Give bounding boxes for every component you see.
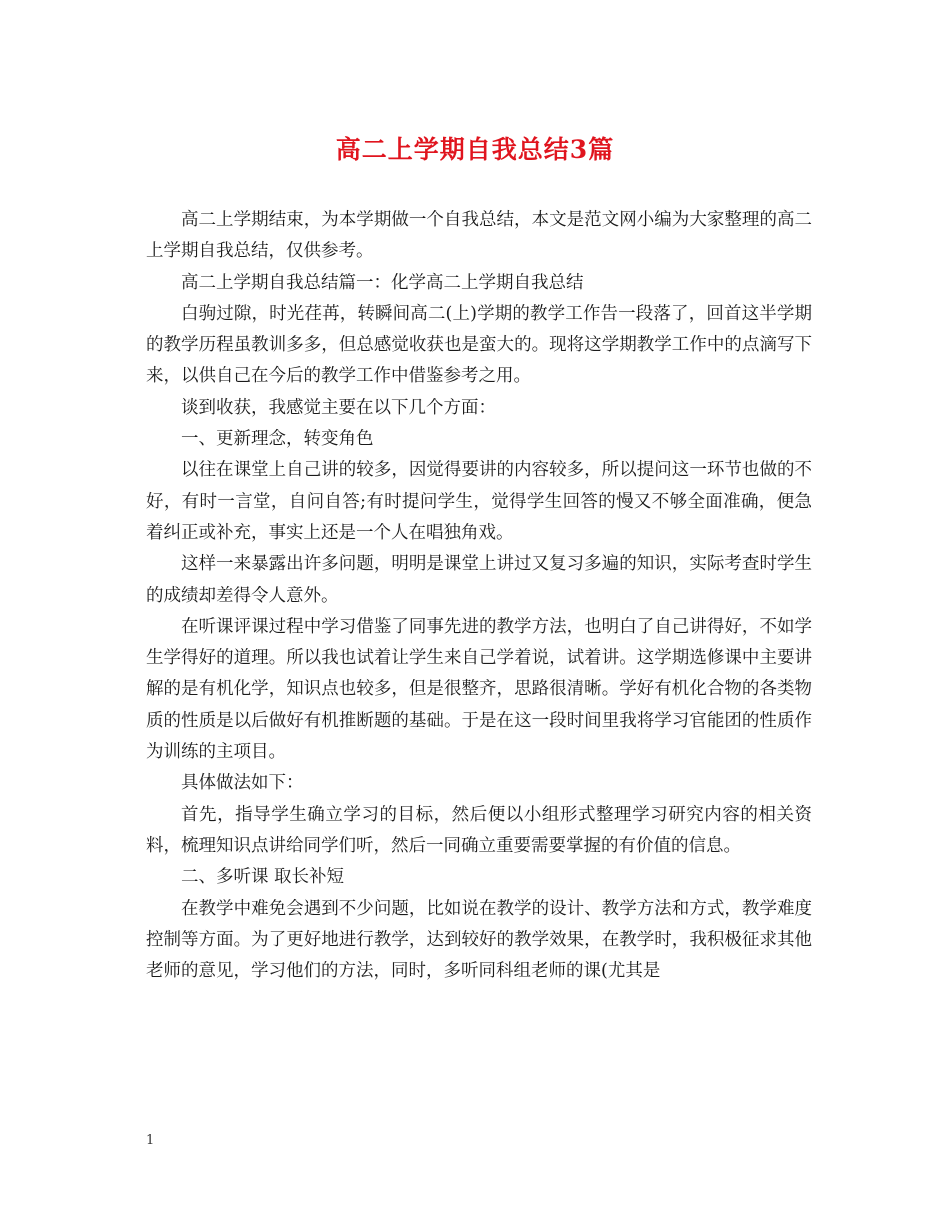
document-title: 高二上学期自我总结3篇 xyxy=(335,135,615,164)
document-body xyxy=(146,205,812,987)
paragraph-method-lead: 具体做法如下： xyxy=(181,773,304,794)
paragraph-heading-one: 一、更新理念，转变角色 xyxy=(181,429,374,450)
paragraph-method: 首先，指导学生确立学习的目标，然后便以小组形式整理学习研究内容的相关资料，梳理知识点讲给同学们听，然后一同确立重要需要掌握的有价值的信息。 xyxy=(146,804,812,856)
paragraph-intro: 高二上学期结束，为本学期做一个自我总结，本文是范文网小编为大家整理的高二上学期自我总结，仅供参考。 xyxy=(146,210,812,262)
paragraph-harvest-lead: 谈到收获，我感觉主要在以下几个方面： xyxy=(181,397,496,418)
paragraph-opening: 白驹过隙，时光荏苒，转瞬间高二(上)学期的教学工作告一段落了，回首这半学期的教学历程虽教训多多，但总感觉收获也是蛮大的。现将这学期教学工作中的点滴写下来，以供自己在今后的教学工作中借鉴参考之用。 xyxy=(146,303,812,387)
paragraph-problems: 这样一来暴露出许多问题，明明是课堂上讲过又复习多遍的知识，实际考查时学生的成绩却差得令人意外。 xyxy=(146,554,812,606)
paragraph-listening: 在教学中难免会遇到不少问题，比如说在教学的设计、教学方法和方式，教学难度控制等方面。为了更好地进行教学，达到较好的教学效果，在教学时，我积极征求其他老师的意见，学习他们的方法，同时，多听同科组老师的课(尤其是 xyxy=(146,898,812,982)
paragraph-past-teaching: 以往在课堂上自己讲的较多，因觉得要讲的内容较多，所以提问这一环节也做的不好，有时一言堂，自问自答;有时提问学生，觉得学生回答的慢又不够全面准确，便急着纠正或补充，事实上还是一个人在唱独角戏。 xyxy=(146,460,812,543)
paragraph-heading-two: 二、多听课 取长补短 xyxy=(181,867,345,888)
paragraph-learning: 在听课评课过程中学习借鉴了同事先进的教学方法，也明白了自己讲得好，不如学生学得好的道理。所以我也试着让学生来自己学着说，试着讲。这学期选修课中主要讲解的是有机化学，知识点也较多，但是很整齐，思路很清晰。学好有机化合物的各类物质的性质是以后做好有机推断题的基础。于是在这一段时间里我将学习官能团的性质作为训练的主项目。 xyxy=(146,616,812,763)
page-number: 1 xyxy=(146,1133,155,1148)
paragraph-section-heading: 高二上学期自我总结篇一：化学高二上学期自我总结 xyxy=(181,272,584,293)
